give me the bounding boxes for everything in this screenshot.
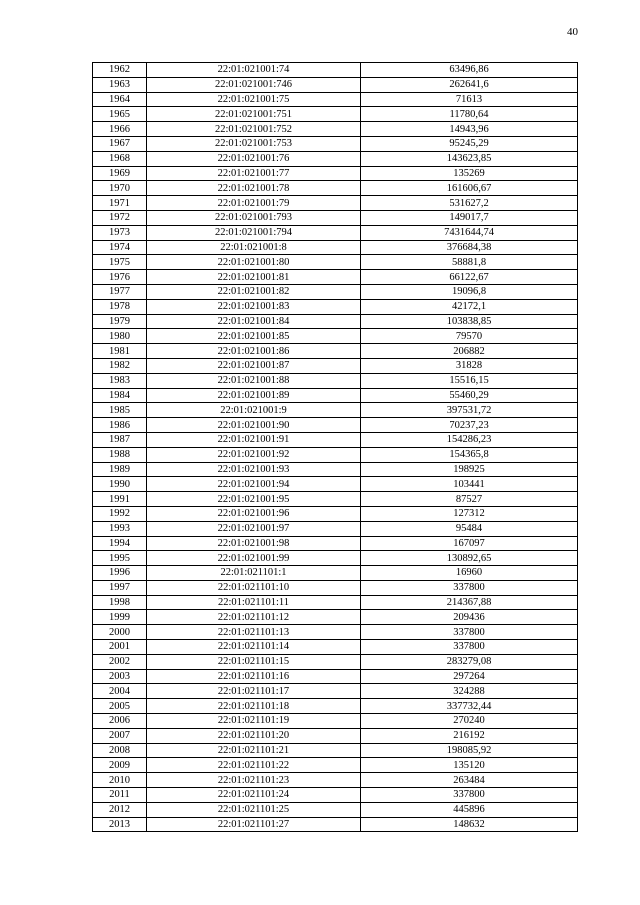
cadastral-number-cell: 22:01:021101:17 [147,684,361,699]
value-cell: 87527 [361,492,578,507]
row-number-cell: 1987 [93,432,147,447]
cadastral-number-cell: 22:01:021001:88 [147,373,361,388]
row-number-cell: 2000 [93,625,147,640]
table-row [93,284,578,299]
cadastral-number-cell: 22:01:021101:14 [147,640,361,655]
row-number-cell: 2004 [93,684,147,699]
row-number-cell: 2012 [93,802,147,817]
value-cell: 337800 [361,580,578,595]
cadastral-number-cell: 22:01:021101:22 [147,758,361,773]
row-number-cell: 1991 [93,492,147,507]
row-number-cell: 1994 [93,536,147,551]
value-cell: 198925 [361,462,578,477]
cadastral-number-cell: 22:01:021001:74 [147,63,361,78]
row-number-cell: 1998 [93,595,147,610]
table-row [93,358,578,373]
cadastral-number-cell: 22:01:021001:79 [147,196,361,211]
cadastral-number-cell: 22:01:021001:95 [147,492,361,507]
cadastral-number-cell: 22:01:021001:91 [147,432,361,447]
cadastral-number-cell: 22:01:021001:9 [147,403,361,418]
row-number-cell: 1976 [93,270,147,285]
cadastral-number-cell: 22:01:021001:751 [147,107,361,122]
value-cell: 216192 [361,728,578,743]
cadastral-number-cell: 22:01:021001:80 [147,255,361,270]
cadastral-number-cell: 22:01:021001:96 [147,506,361,521]
row-number-cell: 1990 [93,477,147,492]
table-row [93,136,578,151]
table-row [93,758,578,773]
table-row [93,728,578,743]
value-cell: 130892,65 [361,551,578,566]
value-cell: 71613 [361,92,578,107]
row-number-cell: 1977 [93,284,147,299]
cadastral-number-cell: 22:01:021001:89 [147,388,361,403]
value-cell: 127312 [361,506,578,521]
row-number-cell: 1969 [93,166,147,181]
cadastral-number-cell: 22:01:021101:13 [147,625,361,640]
row-number-cell: 1996 [93,566,147,581]
value-cell: 42172,1 [361,299,578,314]
row-number-cell: 1988 [93,447,147,462]
value-cell: 214367,88 [361,595,578,610]
table-body [93,63,578,832]
row-number-cell: 2005 [93,699,147,714]
table-row [93,773,578,788]
row-number-cell: 2013 [93,817,147,832]
row-number-cell: 2001 [93,640,147,655]
table-row [93,373,578,388]
row-number-cell: 2006 [93,714,147,729]
row-number-cell: 2002 [93,654,147,669]
value-cell: 324288 [361,684,578,699]
table-row [93,566,578,581]
value-cell: 337800 [361,788,578,803]
value-cell: 135120 [361,758,578,773]
value-cell: 79570 [361,329,578,344]
row-number-cell: 2009 [93,758,147,773]
value-cell: 55460,29 [361,388,578,403]
row-number-cell: 1965 [93,107,147,122]
cadastral-number-cell: 22:01:021001:753 [147,136,361,151]
row-number-cell: 2011 [93,788,147,803]
value-cell: 16960 [361,566,578,581]
value-cell: 263484 [361,773,578,788]
table-row [93,388,578,403]
row-number-cell: 1999 [93,610,147,625]
cadastral-number-cell: 22:01:021101:1 [147,566,361,581]
cadastral-number-cell: 22:01:021001:794 [147,225,361,240]
row-number-cell: 1981 [93,344,147,359]
value-cell: 161606,67 [361,181,578,196]
table-row [93,714,578,729]
value-cell: 148632 [361,817,578,832]
row-number-cell: 1971 [93,196,147,211]
row-number-cell: 1966 [93,122,147,137]
row-number-cell: 1982 [93,358,147,373]
table-row [93,802,578,817]
row-number-cell: 1992 [93,506,147,521]
table-row [93,240,578,255]
row-number-cell: 1964 [93,92,147,107]
row-number-cell: 1967 [93,136,147,151]
value-cell: 70237,23 [361,418,578,433]
table-row [93,329,578,344]
table-row [93,640,578,655]
table-row [93,817,578,832]
cadastral-number-cell: 22:01:021101:16 [147,669,361,684]
value-cell: 337800 [361,640,578,655]
cadastral-number-cell: 22:01:021101:19 [147,714,361,729]
table-row [93,669,578,684]
value-cell: 11780,64 [361,107,578,122]
value-cell: 167097 [361,536,578,551]
value-cell: 270240 [361,714,578,729]
table-row [93,506,578,521]
table-row [93,122,578,137]
row-number-cell: 2007 [93,728,147,743]
table-row [93,699,578,714]
table-row [93,462,578,477]
table-row [93,788,578,803]
table-row [93,654,578,669]
row-number-cell: 2010 [93,773,147,788]
row-number-cell: 1963 [93,77,147,92]
table-row [93,610,578,625]
value-cell: 397531,72 [361,403,578,418]
cadastral-number-cell: 22:01:021101:25 [147,802,361,817]
value-cell: 531627,2 [361,196,578,211]
table-row [93,418,578,433]
cadastral-number-cell: 22:01:021001:87 [147,358,361,373]
cadastral-number-cell: 22:01:021101:21 [147,743,361,758]
table-row [93,210,578,225]
value-cell: 149017,7 [361,210,578,225]
cadastral-value-table [92,62,578,832]
table-row [93,580,578,595]
row-number-cell: 1968 [93,151,147,166]
table-row [93,270,578,285]
value-cell: 103838,85 [361,314,578,329]
table-row [93,595,578,610]
cadastral-number-cell: 22:01:021001:84 [147,314,361,329]
table-row [93,63,578,78]
value-cell: 445896 [361,802,578,817]
table-row [93,92,578,107]
cadastral-number-cell: 22:01:021001:93 [147,462,361,477]
value-cell: 283279,08 [361,654,578,669]
table-row [93,743,578,758]
row-number-cell: 1993 [93,521,147,536]
value-cell: 19096,8 [361,284,578,299]
row-number-cell: 1975 [93,255,147,270]
value-cell: 15516,15 [361,373,578,388]
row-number-cell: 2003 [93,669,147,684]
value-cell: 337732,44 [361,699,578,714]
cadastral-number-cell: 22:01:021001:97 [147,521,361,536]
row-number-cell: 1983 [93,373,147,388]
cadastral-number-cell: 22:01:021001:94 [147,477,361,492]
cadastral-number-cell: 22:01:021101:27 [147,817,361,832]
cadastral-number-cell: 22:01:021101:18 [147,699,361,714]
value-cell: 198085,92 [361,743,578,758]
table-row [93,625,578,640]
table-row [93,196,578,211]
value-cell: 31828 [361,358,578,373]
cadastral-number-cell: 22:01:021001:86 [147,344,361,359]
table-row [93,447,578,462]
row-number-cell: 1980 [93,329,147,344]
cadastral-number-cell: 22:01:021101:12 [147,610,361,625]
value-cell: 209436 [361,610,578,625]
value-cell: 135269 [361,166,578,181]
value-cell: 95245,29 [361,136,578,151]
cadastral-number-cell: 22:01:021001:98 [147,536,361,551]
value-cell: 154365,8 [361,447,578,462]
table-row [93,432,578,447]
cadastral-number-cell: 22:01:021001:92 [147,447,361,462]
value-cell: 154286,23 [361,432,578,447]
value-cell: 297264 [361,669,578,684]
table-row [93,521,578,536]
row-number-cell: 1970 [93,181,147,196]
row-number-cell: 1984 [93,388,147,403]
value-cell: 14943,96 [361,122,578,137]
table-row [93,344,578,359]
row-number-cell: 1978 [93,299,147,314]
value-cell: 143623,85 [361,151,578,166]
table-row [93,492,578,507]
value-cell: 262641,6 [361,77,578,92]
cadastral-number-cell: 22:01:021101:23 [147,773,361,788]
table-row [93,684,578,699]
row-number-cell: 1973 [93,225,147,240]
cadastral-number-cell: 22:01:021001:90 [147,418,361,433]
row-number-cell: 1997 [93,580,147,595]
value-cell: 376684,38 [361,240,578,255]
cadastral-number-cell: 22:01:021001:85 [147,329,361,344]
row-number-cell: 1962 [93,63,147,78]
page-number: 40 [567,26,578,38]
value-cell: 63496,86 [361,63,578,78]
table-row [93,551,578,566]
table-row [93,151,578,166]
table-row [93,255,578,270]
value-cell: 7431644,74 [361,225,578,240]
row-number-cell: 1986 [93,418,147,433]
value-cell: 103441 [361,477,578,492]
row-number-cell: 1972 [93,210,147,225]
cadastral-number-cell: 22:01:021001:77 [147,166,361,181]
cadastral-number-cell: 22:01:021001:76 [147,151,361,166]
table-row [93,77,578,92]
table-row [93,299,578,314]
cadastral-number-cell: 22:01:021001:99 [147,551,361,566]
table-row [93,477,578,492]
cadastral-number-cell: 22:01:021001:81 [147,270,361,285]
row-number-cell: 2008 [93,743,147,758]
cadastral-number-cell: 22:01:021101:10 [147,580,361,595]
row-number-cell: 1974 [93,240,147,255]
value-cell: 95484 [361,521,578,536]
table-row [93,107,578,122]
table-row [93,403,578,418]
table-row [93,536,578,551]
row-number-cell: 1995 [93,551,147,566]
cadastral-number-cell: 22:01:021101:20 [147,728,361,743]
cadastral-number-cell: 22:01:021101:24 [147,788,361,803]
cadastral-number-cell: 22:01:021001:793 [147,210,361,225]
value-cell: 337800 [361,625,578,640]
cadastral-number-cell: 22:01:021001:746 [147,77,361,92]
value-cell: 66122,67 [361,270,578,285]
table-row [93,166,578,181]
row-number-cell: 1989 [93,462,147,477]
value-cell: 58881,8 [361,255,578,270]
cadastral-number-cell: 22:01:021001:83 [147,299,361,314]
table-row [93,314,578,329]
value-cell: 206882 [361,344,578,359]
cadastral-number-cell: 22:01:021001:78 [147,181,361,196]
row-number-cell: 1979 [93,314,147,329]
cadastral-number-cell: 22:01:021001:82 [147,284,361,299]
cadastral-number-cell: 22:01:021001:8 [147,240,361,255]
cadastral-number-cell: 22:01:021001:752 [147,122,361,137]
cadastral-number-cell: 22:01:021001:75 [147,92,361,107]
cadastral-number-cell: 22:01:021101:15 [147,654,361,669]
row-number-cell: 1985 [93,403,147,418]
cadastral-number-cell: 22:01:021101:11 [147,595,361,610]
table-row [93,225,578,240]
table-row [93,181,578,196]
